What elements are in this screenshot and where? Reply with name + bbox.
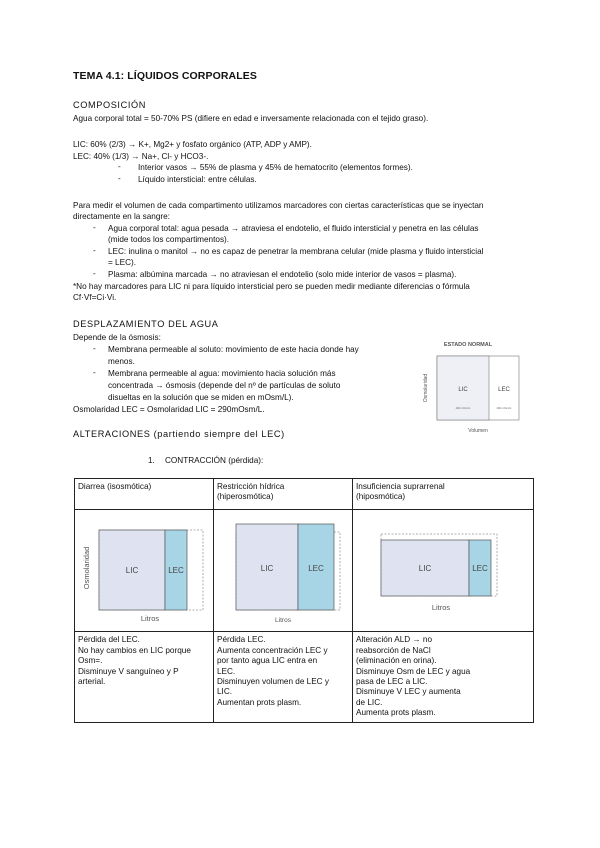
- cell-line: Disminuye V LEC y aumenta: [356, 687, 461, 697]
- list-item-cont: disueltas en la solución que se miden en mOsm/L).: [108, 393, 294, 402]
- lec-label: LEC: [472, 564, 488, 573]
- list-item-cont: = LEC).: [108, 258, 136, 267]
- table-header-diarrea: [75, 479, 214, 510]
- figure-title: ESTADO NORMAL: [443, 342, 493, 348]
- list-dash: -: [93, 344, 96, 353]
- cell-line: Aumenta concentración LEC y: [217, 645, 328, 655]
- section-heading-composicion: COMPOSICIÓN: [73, 100, 146, 110]
- header-line: Restricción hídrica: [217, 482, 285, 491]
- header-line: (hiperosmótica): [217, 492, 274, 502]
- cell-line: Aumenta prots plasm.: [356, 708, 436, 718]
- alteraciones-table: [74, 478, 534, 723]
- header-line: (hiposmótica): [356, 492, 406, 502]
- lic-label: LIC: [260, 564, 274, 573]
- paragraph-lec: LEC: 40% (1/3) → Na+, Cl- y HCO3-.: [73, 152, 209, 161]
- figure-xlabel: Volumen: [468, 428, 488, 434]
- list-item: LEC: inulina o manitol → no es capaz de penetrar la membrana celular (mide plasma y fluido intersticial: [108, 247, 484, 256]
- cell-line: Osm=.: [78, 656, 103, 666]
- list-dash: -: [93, 223, 96, 232]
- list-dash: -: [93, 246, 96, 255]
- diagram-cell-restriccion: [214, 510, 353, 632]
- cell-line: Disminuye Osm de LEC y agua: [356, 666, 471, 676]
- cell-line: de LIC.: [356, 697, 383, 707]
- x-axis-label: Litros: [275, 617, 291, 624]
- list-item: Plasma: albúmina marcada → no atraviesan el endotelio (solo mide interior de vasos = plasma).: [108, 270, 457, 279]
- x-axis-label: Litros: [431, 603, 451, 612]
- lec-label: LEC: [168, 566, 184, 575]
- x-axis-label: Litros: [140, 614, 160, 623]
- cell-line: reabsorción de NaCl: [356, 645, 431, 655]
- paragraph-agua-total: Agua corporal total = 50-70% PS (difiere en edad e inversamente relacionada con el tejido graso).: [73, 114, 429, 123]
- paragraph-osmolaridad: Osmolaridad LEC = Osmolaridad LIC = 290mOsm/L.: [73, 405, 265, 414]
- numbered-item-marker: 1.: [148, 456, 155, 465]
- diagram-cell-diarrea: [75, 510, 214, 632]
- paragraph-medir: Para medir el volumen de cada compartimento utilizamos marcadores con ciertas características que se inyectan: [73, 201, 484, 210]
- cell-line: No hay cambios en LIC porque: [78, 645, 191, 655]
- cell-line: Alteración ALD → no: [356, 635, 433, 645]
- list-dash: -: [93, 368, 96, 377]
- lic-value: 290 mOsm/L: [455, 407, 471, 410]
- diagram-cell-insuficiencia: [353, 510, 534, 632]
- cell-line: Pérdida LEC.: [217, 635, 266, 645]
- table-header-insuficiencia: [353, 479, 534, 510]
- cell-line: (eliminación en orina).: [356, 656, 437, 666]
- list-item: Interior vasos → 55% de plasma y 45% de hematocrito (elementos formes).: [138, 163, 413, 172]
- paragraph-medir-cont: directamente en la sangre:: [73, 212, 170, 221]
- numbered-item-contraccion: CONTRACCIÓN (pérdida):: [165, 456, 264, 465]
- lec-label: LEC: [498, 387, 510, 393]
- cell-line: LIC.: [217, 687, 233, 697]
- list-item: Líquido intersticial: entre células.: [138, 175, 257, 184]
- list-item: Agua corporal total: agua pesada → atraviesa el endotelio, el fluido intersticial y penetra en las células: [108, 224, 479, 233]
- header-line: Diarrea (isosmótica): [78, 482, 152, 491]
- text-cell-insuficiencia: [353, 632, 534, 722]
- cell-line: Aumentan prots plasm.: [217, 697, 302, 707]
- note-cont: Cf·Vf=Ci·Vi.: [73, 293, 117, 302]
- list-dash: -: [93, 269, 96, 278]
- text-cell-diarrea: [75, 632, 214, 722]
- list-item-cont: menos.: [108, 357, 135, 366]
- cell-line: Disminuyen volumen de LEC y: [217, 677, 329, 687]
- figure-ylabel: Osmolaridad: [423, 373, 429, 403]
- header-line: Insuficiencia suprarrenal: [356, 482, 445, 491]
- list-item: Membrana permeable al agua: movimiento hacia solución más: [108, 369, 336, 378]
- cell-line: arterial.: [78, 677, 106, 687]
- note: *No hay marcadores para LIC ni para líquido intersticial pero se pueden medir mediante diferencias o fórmula: [73, 282, 470, 291]
- cell-line: Disminuye V sanguíneo y P: [78, 666, 179, 676]
- cell-line: LEC.: [217, 666, 236, 676]
- paragraph-lic: LIC: 60% (2/3) → K+, Mg2+ y fosfato orgánico (ATP, ADP y AMP).: [73, 140, 312, 149]
- paragraph-osmosis: Depende de la ósmosis:: [73, 333, 161, 342]
- lec-label: LEC: [308, 564, 324, 573]
- diagram-diarrea: [75, 510, 213, 628]
- table-header-restriccion: [214, 479, 353, 510]
- text-cell-restriccion: [214, 632, 353, 722]
- list-item-cont: concentrada → ósmosis (depende del nº de partículas de soluto: [108, 381, 341, 390]
- lic-label: LIC: [458, 387, 468, 393]
- list-item: Membrana permeable al soluto: movimiento de este hacia donde hay: [108, 345, 359, 354]
- estado-normal-figure: [413, 336, 523, 440]
- lec-value: 290 mOsm/L: [496, 407, 512, 410]
- diagram-insuficiencia: [353, 510, 533, 628]
- cell-line: Pérdida del LEC.: [78, 635, 140, 645]
- lic-label: LIC: [418, 564, 432, 573]
- section-heading-desplazamiento: DESPLAZAMIENTO DEL AGUA: [73, 319, 219, 329]
- lic-label: LIC: [125, 566, 139, 575]
- cell-line: por tanto agua LIC entra en: [217, 656, 318, 666]
- list-item-cont: (mide todos los compartimentos).: [108, 235, 230, 244]
- section-heading-alteraciones: ALTERACIONES (partiendo siempre del LEC): [73, 429, 285, 439]
- page-title: TEMA 4.1: LÍQUIDOS CORPORALES: [73, 70, 257, 82]
- y-axis-label: Osmolaridad: [82, 546, 91, 590]
- list-dash: -: [118, 174, 121, 183]
- list-dash: -: [118, 162, 121, 171]
- cell-line: pasa de LEC a LIC.: [356, 677, 428, 687]
- diagram-restriccion: [214, 510, 352, 628]
